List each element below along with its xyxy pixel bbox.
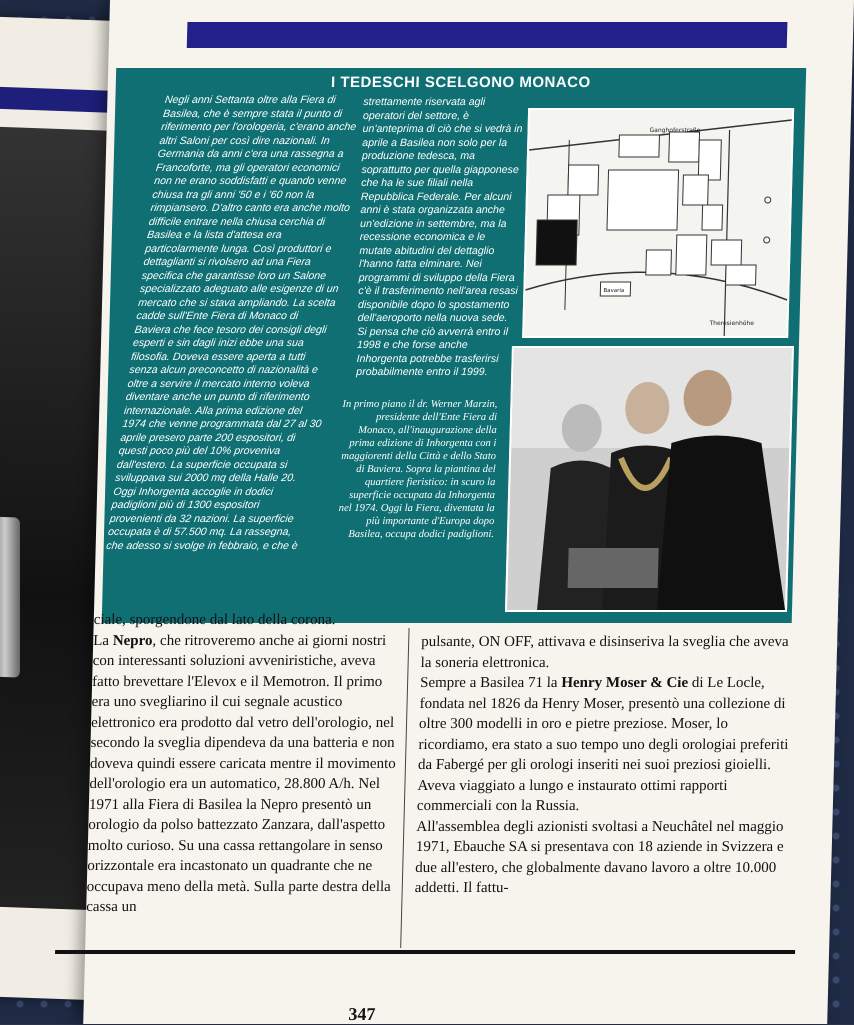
map-street-top-label: Ganghoferstraße [649, 127, 701, 134]
inauguration-photo [505, 346, 794, 612]
body-col1-text: , che ritroveremo anche ai giorni nostri con interessanti soluzioni avveniristiche, aveva fatto brevettare l'Elevox e il Memotron. Il primo era uno svegliarino il cui segnale acustico elettronico era prodotto dal vetro dell'orologio, nel secondo la sveglia dipendeva da una batteria e non doveva quindi essere caricata mentre il movimento dell'orologio era un automatico, 28.800 A/h. Nel 1971 alla Fiera di Basilea la Nepro presentò un orologio da polso battezzato Zanzara, dall'aspetto molto curioso. Su una cassa rettangolare in senso orizzontale era incastonato un quadrante che ne occupava meno della metà. Sulla parte destra della cassa un [86, 632, 396, 915]
body-col2-para-b [417, 673, 801, 817]
page-number: 347 [348, 1004, 376, 1024]
body-col1-prefix: La [93, 632, 114, 649]
inauguration-photo-drawing [507, 348, 792, 610]
fair-map-drawing [524, 110, 792, 336]
body-column-2 [414, 632, 801, 899]
brand-henry-moser: Henry Moser & Cie [561, 675, 689, 691]
box-title: I TEDESCHI SCELGONO MONACO [330, 74, 591, 91]
box-column-1: Negli anni Settanta oltre alla Fiera di Basilea, che è sempre stata il punto di riferimento per l'orologeria, c'erano anche altri Saloni per così dire nazionali. In Germania da anni c'era una rassegna a Francoforte, ma gli operatori economici non ne erano soddisfatti e quando venne chiusa tra gli anni '50 e i '60 non la rimpiansero. D'altro canto era anche molto difficile entrare nella chiusa cerchia di Basilea e la lista d'attesa era particolarmente lunga. Così produttori e dettaglianti si rivolsero ad una Fiera specifica che garantisse loro un Salone specializzato adeguato alle esigenze di un mercato che si stava ampliando. La scelta cadde sull'Ente Fiera di Monaco di Baviera che fece tesoro dei consigli degli esperti e sin dagli inizi ebbe una sua filosofia. Doveva essere aperta a tutti senza alcun preconcetto di nazionalità e oltre a servire il mercato interno voleva diventare anche un punto di riferimento internazionale. Alla prima edizione del 1974 che venne programmata dal 27 al 30 aprile presero parte 200 espositori, di questi poco più del 10% proveniva dall'estero. La superficie occupata si sviluppava sui 2000 mq della Halle 20. Oggi Inhorgenta accoglie in dodici padiglioni più di 1300 espositori provenienti da 32 nazioni. La superficie occupata è di 57.500 mq. La rassegna, che adesso si svolge in febbraio, e che è [105, 94, 357, 552]
watch-image [0, 517, 20, 678]
body-col2-para-a: pulsante, ON OFF, attivava e disinseriva la sveglia che aveva la soneria elettronica. [420, 634, 789, 671]
bottom-rule [55, 950, 795, 954]
body-col2-prefix: Sempre a Basilea 71 la [419, 675, 562, 691]
photo-caption: In primo piano il dr. Werner Marzin, presidente dell'Ente Fiera di Monaco, all'inaugurazione della prima edizione di Inhorgenta con i maggiorenti della Città e dello Stato di Baviera. Sopra la piantina del quartiere fieristico: in scuro la superficie occupata da Inhorgenta nel 1974. Oggi la Fiera, diventata la più importante d'Europa dopo Basilea, occupa dodici padiglioni. [338, 399, 498, 540]
body-column-1 [86, 610, 404, 918]
map-street-bottom-label: Theresienhöhe [709, 320, 755, 327]
sidebar-box [102, 68, 807, 623]
body-col2-text: di Le Locle, fondata nel 1826 da Henry Moser, presentò una collezione di oltre 300 modelli in oro e pietre preziose. Moser, lo ricordiamo, era stato a suo tempo uno degli orologiai preferiti da Fabergé per gli orologi inseriti nei suoi preziosi gioielli. Aveva viaggiato a lungo e instaurato ottimi rapporti commerciali con la Russia. [416, 675, 789, 814]
box-column-2: strettamente riservata agli operatori del settore, è un'anteprima di ciò che si vedrà in aprile a Basilea non solo per la produzione tedesca, ma soprattutto per quella giapponese che ha le sue filiali nella Repubblica Federale. Per alcuni anni è stata organizzata anche un'edizione in settembre, ma la recessione economica e le mutate abitudini del dettaglio l'hanno fatta elminare. Nei programmi di sviluppo della Fiera c'è il trasferimento nell'area resasi disponibile dopo lo spostamento dell'aeroporto nella nuova sede. Si pensa che ciò avverrà entro il 1998 e che forse anche Inhorgenta potrebbe trasferirsi probabilmente entro il 1999. [356, 96, 523, 378]
magazine-page [83, 0, 854, 1024]
body-col1-para-b [86, 631, 404, 918]
top-color-band [187, 22, 788, 48]
body-col1-para-a: ciale, sporgendone dal lato della corona. [93, 612, 336, 628]
fair-map [522, 108, 794, 338]
body-col2-para-c: All'assemblea degli azionisti svoltasi a Neuchâtel nel maggio 1971, Ebauche SA si presentava con 18 aziende in Svizzera e due all'estero, che globalmente davano lavoro a oltre 10.000 addetti. Il fattu- [414, 818, 784, 896]
brand-nepro: Nepro [112, 632, 153, 649]
map-bavaria-label: Bavaria [603, 288, 625, 294]
